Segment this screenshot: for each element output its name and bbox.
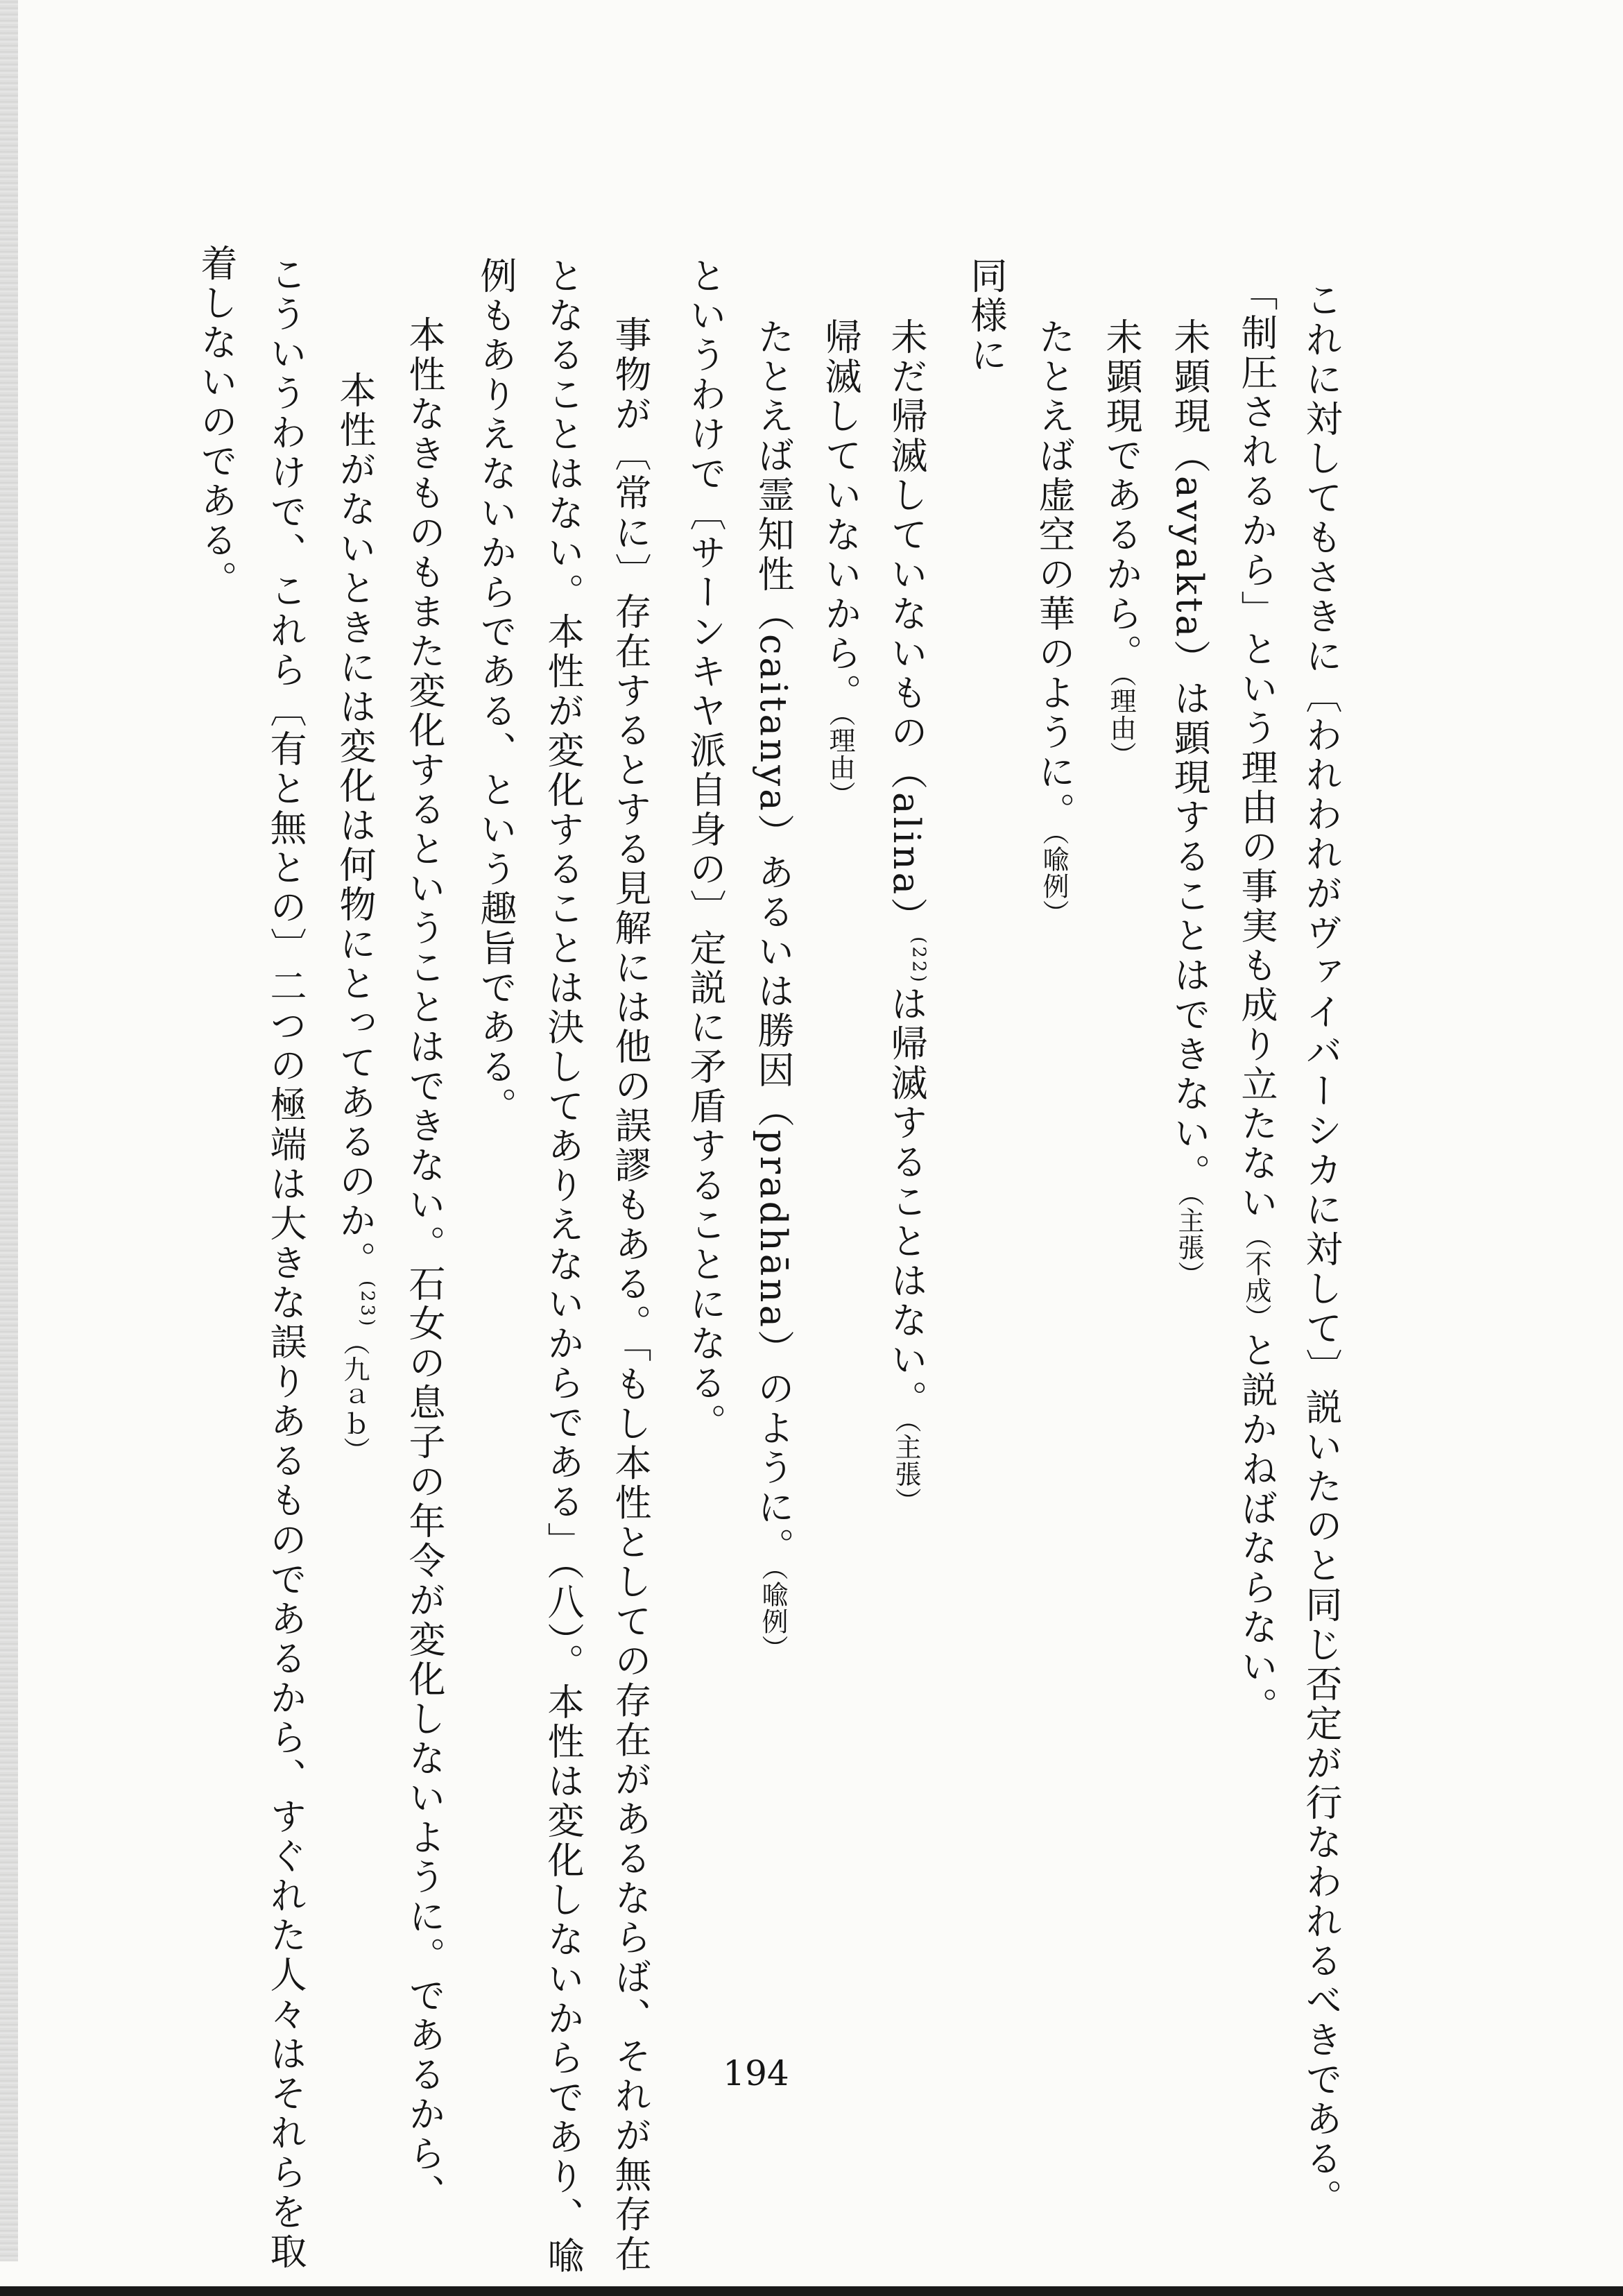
page-number: 194 — [723, 2053, 789, 2093]
text-line-12 — [542, 257, 584, 2276]
text-line-13 — [474, 257, 517, 1126]
line-11-text: 事物が〔常に〕存在するとする見解には他の誤謬もある。「もし本性としての存在があるならば、それが無存在 — [609, 316, 651, 2274]
text-line-2 — [1235, 274, 1278, 1727]
text-line-8 — [819, 318, 861, 808]
text-line-5 — [1033, 318, 1075, 927]
scan-shadow-edge — [0, 0, 18, 2261]
line-2-note: （不成） — [1241, 1223, 1271, 1331]
line-7-note: （主張） — [891, 1419, 921, 1515]
text-line-17 — [195, 244, 237, 600]
line-8-text: 帰滅していないから。 — [819, 318, 861, 713]
line-15-text: 本性がないときには変化は何物にとってあるのか。 — [334, 371, 376, 1280]
text-line-7 — [885, 318, 929, 1515]
line-7-text: 未だ帰滅していないもの（alina） — [885, 318, 927, 937]
line-3-text: 未顕現（avyakta）は顕現することはできない。 — [1168, 318, 1210, 1194]
text-line-3 — [1168, 318, 1210, 1289]
footnote-ref-23: (23) — [357, 1280, 378, 1329]
line-12-text: となることはない。本性が変化することは決してありえないからである」（八）。本性は変化しないからであり、喩 — [542, 257, 584, 2276]
text-line-1 — [1300, 281, 1342, 2218]
line-9-text: たとえば霊知性（caitanya）あるいは勝因（pradhāna）のように。 — [752, 318, 794, 1568]
line-13-text: 例もありえないからである、という趣旨である。 — [474, 257, 517, 1126]
line-14-text: 本性なきものもまた変化するということはできない。石女の息子の年令が変化しないように。であるから、 — [403, 316, 445, 2213]
line-17-text: 着しないのである。 — [195, 244, 237, 600]
line-5-text: たとえば虚空の華のように。 — [1033, 318, 1075, 832]
line-4-text: 未顕現であるから。 — [1100, 318, 1142, 674]
line-8-note: （理由） — [825, 713, 855, 808]
bottom-border — [0, 2286, 1623, 2296]
line-4-note: （理由） — [1106, 674, 1136, 769]
line-2-text: 「制圧されるから」という理由の事実も成り立たない — [1235, 274, 1278, 1223]
line-5-note: （喩例） — [1038, 832, 1069, 927]
line-2-tail: と説かねばならない。 — [1235, 1331, 1278, 1727]
text-line-16 — [264, 255, 307, 2272]
line-6-text: 同様に — [965, 257, 1007, 375]
line-1-text: これに対してもさきに〔われわれがヴァイバーシカに対して〕説いたのと同じ否定が行なわれるべきである。 — [1300, 281, 1342, 2218]
text-line-9 — [752, 318, 794, 1663]
line-3-note: （主張） — [1174, 1193, 1204, 1289]
text-line-4 — [1100, 318, 1142, 769]
line-16-text: こういうわけで、これら〔有と無との〕二つの極端は大きな誤りあるものであるから、すぐれた人々はそれらを取 — [264, 255, 307, 2272]
line-7-tail: は帰滅することはない。 — [885, 984, 927, 1420]
text-line-10 — [684, 257, 726, 1443]
line-10-text: というわけで〔サーンキヤ派自身の〕定説に矛盾することになる。 — [684, 257, 726, 1443]
text-line-6 — [965, 257, 1007, 375]
text-line-14 — [403, 316, 445, 2213]
text-line-11 — [609, 316, 651, 2274]
text-line-15 — [336, 371, 377, 1464]
line-9-note: （喩例） — [757, 1567, 788, 1663]
footnote-ref-22: (22) — [908, 936, 929, 985]
line-15-note: （九ａｂ） — [339, 1328, 370, 1464]
